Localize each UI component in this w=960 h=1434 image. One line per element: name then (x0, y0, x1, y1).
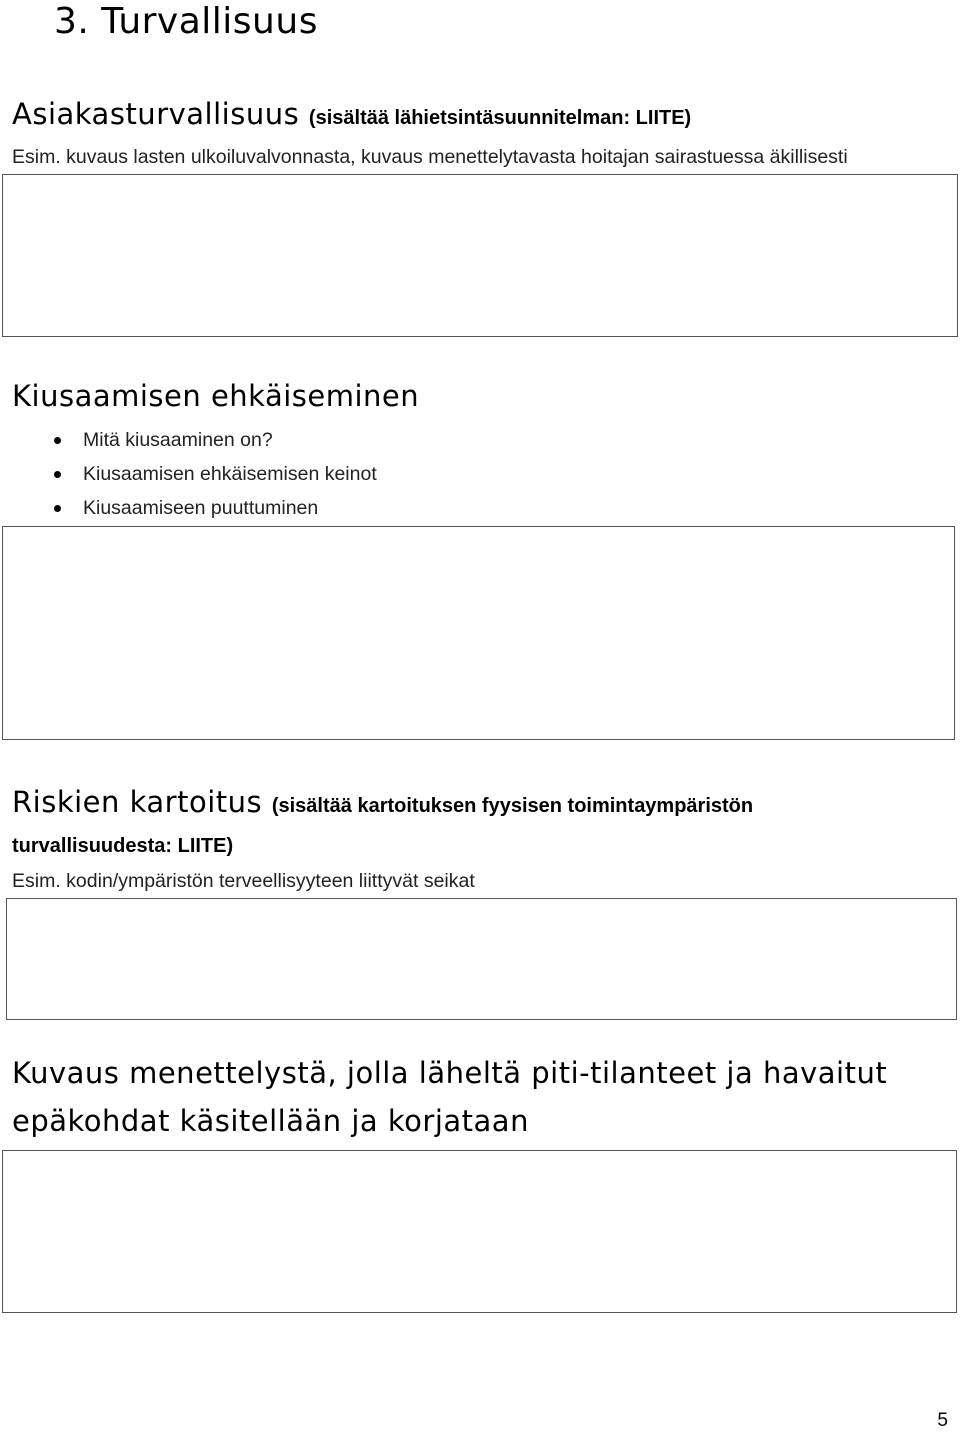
section-heading-laheltapiti-line1: Kuvaus menettelystä, jolla läheltä piti-tilanteet ja havaitut (12, 1056, 888, 1090)
heading-note-continued: turvallisuudesta: LIITE) (12, 835, 234, 857)
list-item: Kiusaamisen ehkäisemisen keinot (48, 457, 377, 491)
answer-box-laheltapiti[interactable] (2, 1150, 957, 1313)
heading-note: (sisältää lähietsintäsuunnitelman: LIITE) (308, 107, 692, 129)
example-text: Esim. kuvaus lasten ulkoiluvalvonnasta, kuvaus menettelytavasta hoitajan sairastuessa äkillisesti (12, 146, 848, 168)
list-item: Mitä kiusaaminen on? (48, 423, 377, 457)
heading-note: (sisältää kartoituksen fyysisen toimintaympäristön (271, 795, 754, 817)
page-title: 3. Turvallisuus (54, 1, 318, 42)
answer-box-riskit[interactable] (6, 898, 957, 1020)
example-text: Esim. kodin/ympäristön terveellisyyteen liittyvät seikat (12, 870, 475, 892)
heading-text: Riskien kartoitus (12, 785, 263, 819)
list-item: Kiusaamiseen puuttuminen (48, 491, 377, 525)
section-heading-riskit (12, 784, 753, 824)
section-heading-kiusaaminen: Kiusaamisen ehkäiseminen (12, 379, 420, 413)
bullet-list (48, 423, 377, 525)
section-heading-laheltapiti-line2: epäkohdat käsitellään ja korjataan (12, 1104, 529, 1138)
page-number: 5 (937, 1410, 948, 1431)
heading-text: Asiakasturvallisuus (12, 97, 300, 131)
answer-box-kiusaaminen[interactable] (2, 526, 955, 740)
answer-box-asiakasturvallisuus[interactable] (2, 174, 958, 337)
section-heading-asiakasturvallisuus (12, 96, 691, 136)
